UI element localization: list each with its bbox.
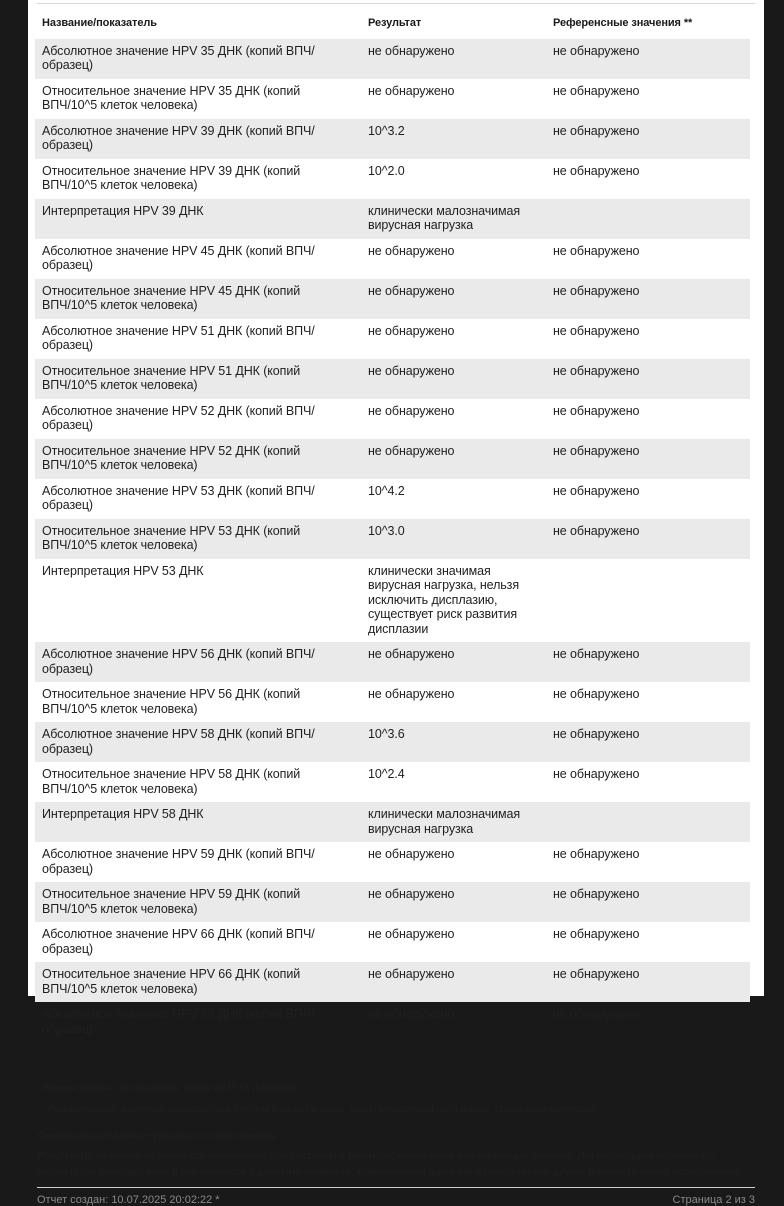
row-reference: не обнаружено [553,163,640,178]
row-name: Абсолютное значение HPV 58 ДНК (копий ВПЧ/образец) [42,727,315,756]
row-name: Относительное значение HPV 53 ДНК (копий ВПЧ/10^5 клеток человека) [42,523,301,552]
row-reference: не обнаружено [553,687,640,701]
column-header-reference: Референсные значения ** [553,17,693,29]
notes-block [37,1128,755,1180]
row-name: Абсолютное значение HPV 56 ДНК (копий ВПЧ/образец) [42,647,315,676]
page-content [28,3,764,1206]
table-row [35,119,750,159]
row-result: 10^4.2 [368,483,405,498]
row-result: не обнаружено [368,83,455,98]
row-name: Относительное значение HPV 66 ДНК (копий ВПЧ/10^5 клеток человека) [42,967,301,996]
table-row [35,642,750,682]
row-result: клинически малозначимая вирусная нагрузка [368,807,521,836]
row-result: 10^3.2 [368,123,405,138]
row-result: клинически значимая вирусная нагрузка, нельзя исключить дисплазию, существует риск развития дисплазии [368,563,519,636]
footnotes-block [37,1082,755,1116]
row-name: Абсолютное значение HPV 66 ДНК (копий ВПЧ/образец) [42,927,315,956]
row-result: не обнаружено [368,43,455,58]
table-row [35,762,750,802]
row-reference: не обнаружено [553,283,640,298]
row-result: не обнаружено [368,887,455,901]
table-row [35,439,750,479]
row-result: не обнаружено [368,967,455,981]
row-name: Интерпретация HPV 58 ДНК [42,807,204,821]
row-reference: не обнаружено [553,483,640,498]
row-name: Относительное значение HPV 56 ДНК (копий ВПЧ/10^5 клеток человека) [42,687,301,716]
row-reference: не обнаружено [553,1007,640,1021]
row-reference: не обнаружено [553,927,640,941]
row-reference: не обнаружено [553,647,640,661]
row-name: Интерпретация HPV 53 ДНК [42,563,204,578]
row-name: Относительное значение HPV 52 ДНК (копий ВПЧ/10^5 клеток человека) [42,443,301,472]
row-reference: не обнаружено [553,363,640,378]
row-name: Абсолютное значение HPV 68 ДНК (копий ВПЧ/образец) [42,1007,315,1036]
table-row [35,39,750,79]
row-result: не обнаружено [368,443,455,458]
row-name: Относительное значение HPV 39 ДНК (копий ВПЧ/10^5 клеток человека) [42,163,301,192]
row-name: Абсолютное значение HPV 52 ДНК (копий ВПЧ/образец) [42,403,315,432]
row-reference: не обнаружено [553,323,640,338]
row-result: не обнаружено [368,647,455,661]
document-page [28,0,764,1206]
table-row [35,79,750,119]
row-reference: не обнаружено [553,727,640,741]
row-result: не обнаружено [368,687,455,701]
row-result: не обнаружено [368,283,455,298]
row-name: Относительное значение HPV 35 ДНК (копий ВПЧ/10^5 клеток человека) [42,83,301,112]
table-row [35,319,750,359]
page-footer [37,1194,755,1206]
table-row [35,479,750,519]
row-name: Абсолютное значение HPV 35 ДНК (копий ВПЧ/образец) [42,43,315,72]
table-row [35,882,750,922]
row-result: не обнаружено [368,403,455,418]
table-row [35,159,750,199]
row-result: не обнаружено [368,847,455,861]
table-row [35,1002,750,1042]
row-reference: не обнаружено [553,847,640,861]
table-row [35,722,750,762]
row-reference: не обнаружено [553,43,640,58]
results-table-header [35,14,750,39]
table-row [35,359,750,399]
row-result: не обнаружено [368,927,455,941]
row-name: Относительное значение HPV 58 ДНК (копий ВПЧ/10^5 клеток человека) [42,767,301,796]
row-reference [553,199,750,239]
report-created-timestamp: Отчет создан: 10.07.2025 20:02:22 * [37,1194,220,1206]
row-reference: не обнаружено [553,443,640,458]
row-name: Абсолютное значение HPV 59 ДНК (копий ВПЧ/образец) [42,847,315,876]
column-header-name: Название/показатель [42,17,157,29]
table-row [35,682,750,722]
row-result: клинически малозначимая вирусная нагрузка [368,203,521,232]
table-row [35,962,750,1002]
row-name: Относительное значение HPV 51 ДНК (копий ВПЧ/10^5 клеток человека) [42,363,301,392]
row-reference: не обнаружено [553,887,640,901]
note-disclaimer: Результаты анализов не являются основанием для постановки диагноза, назначения или коррекции лечения. Интерпретацию полученных результатов проводит врач в совокупности с данными анамнеза, клиническими данными и результатами других диагностических исследований. [37,1150,745,1178]
table-row [35,279,750,319]
header-row [35,14,750,39]
page-number: Страница 2 из 3 [672,1194,755,1206]
row-result: 10^3.0 [368,523,405,538]
table-row [35,922,750,962]
footnote-timezone: * Время указано по часовому поясу GMT+3 (Москва) [37,1082,295,1094]
row-name: Абсолютное значение HPV 51 ДНК (копий ВПЧ/образец) [42,323,315,352]
results-table [35,14,750,1042]
row-reference: не обнаружено [553,967,640,981]
table-row [35,842,750,882]
row-result: 10^3.6 [368,727,405,741]
row-reference: не обнаружено [553,243,640,258]
table-row [35,399,750,439]
row-reference: не обнаружено [553,767,640,781]
top-divider [37,3,755,4]
row-result: 10^2.4 [368,767,405,781]
column-header-result: Результат [368,17,422,29]
row-result: не обнаружено [368,363,455,378]
row-name: Абсолютное значение HPV 39 ДНК (копий ВПЧ/образец) [42,123,315,152]
row-result: не обнаружено [368,1007,455,1021]
row-reference: не обнаружено [553,403,640,418]
table-row [35,559,750,643]
row-reference: не обнаружено [553,83,640,98]
results-table-body [35,39,750,1043]
row-name: Интерпретация HPV 39 ДНК [42,203,204,218]
table-row [35,519,750,559]
row-reference [553,559,750,643]
row-result: не обнаружено [368,243,455,258]
row-reference: не обнаружено [553,523,640,538]
footnote-reference-values: ** Референсные значения приводятся с учетом возраста, пола, фазы менструального цикла, срока беременности. [37,1103,599,1115]
table-row [35,199,750,239]
row-name: Относительное значение HPV 59 ДНК (копий ВПЧ/10^5 клеток человека) [42,887,301,916]
row-reference: не обнаружено [553,123,640,138]
row-name: Относительное значение HPV 45 ДНК (копий ВПЧ/10^5 клеток человека) [42,283,301,312]
table-row [35,239,750,279]
row-name: Абсолютное значение HPV 45 ДНК (копий ВПЧ/образец) [42,243,315,272]
row-reference [553,802,750,842]
row-result: 10^2.0 [368,163,405,178]
row-name: Абсолютное значение HPV 53 ДНК (копий ВПЧ/образец) [42,483,315,512]
row-result: не обнаружено [368,323,455,338]
note-personal-data: Персональные данные указаны со слов клиента. [37,1130,278,1142]
footer-divider [37,1187,755,1188]
table-row [35,802,750,842]
